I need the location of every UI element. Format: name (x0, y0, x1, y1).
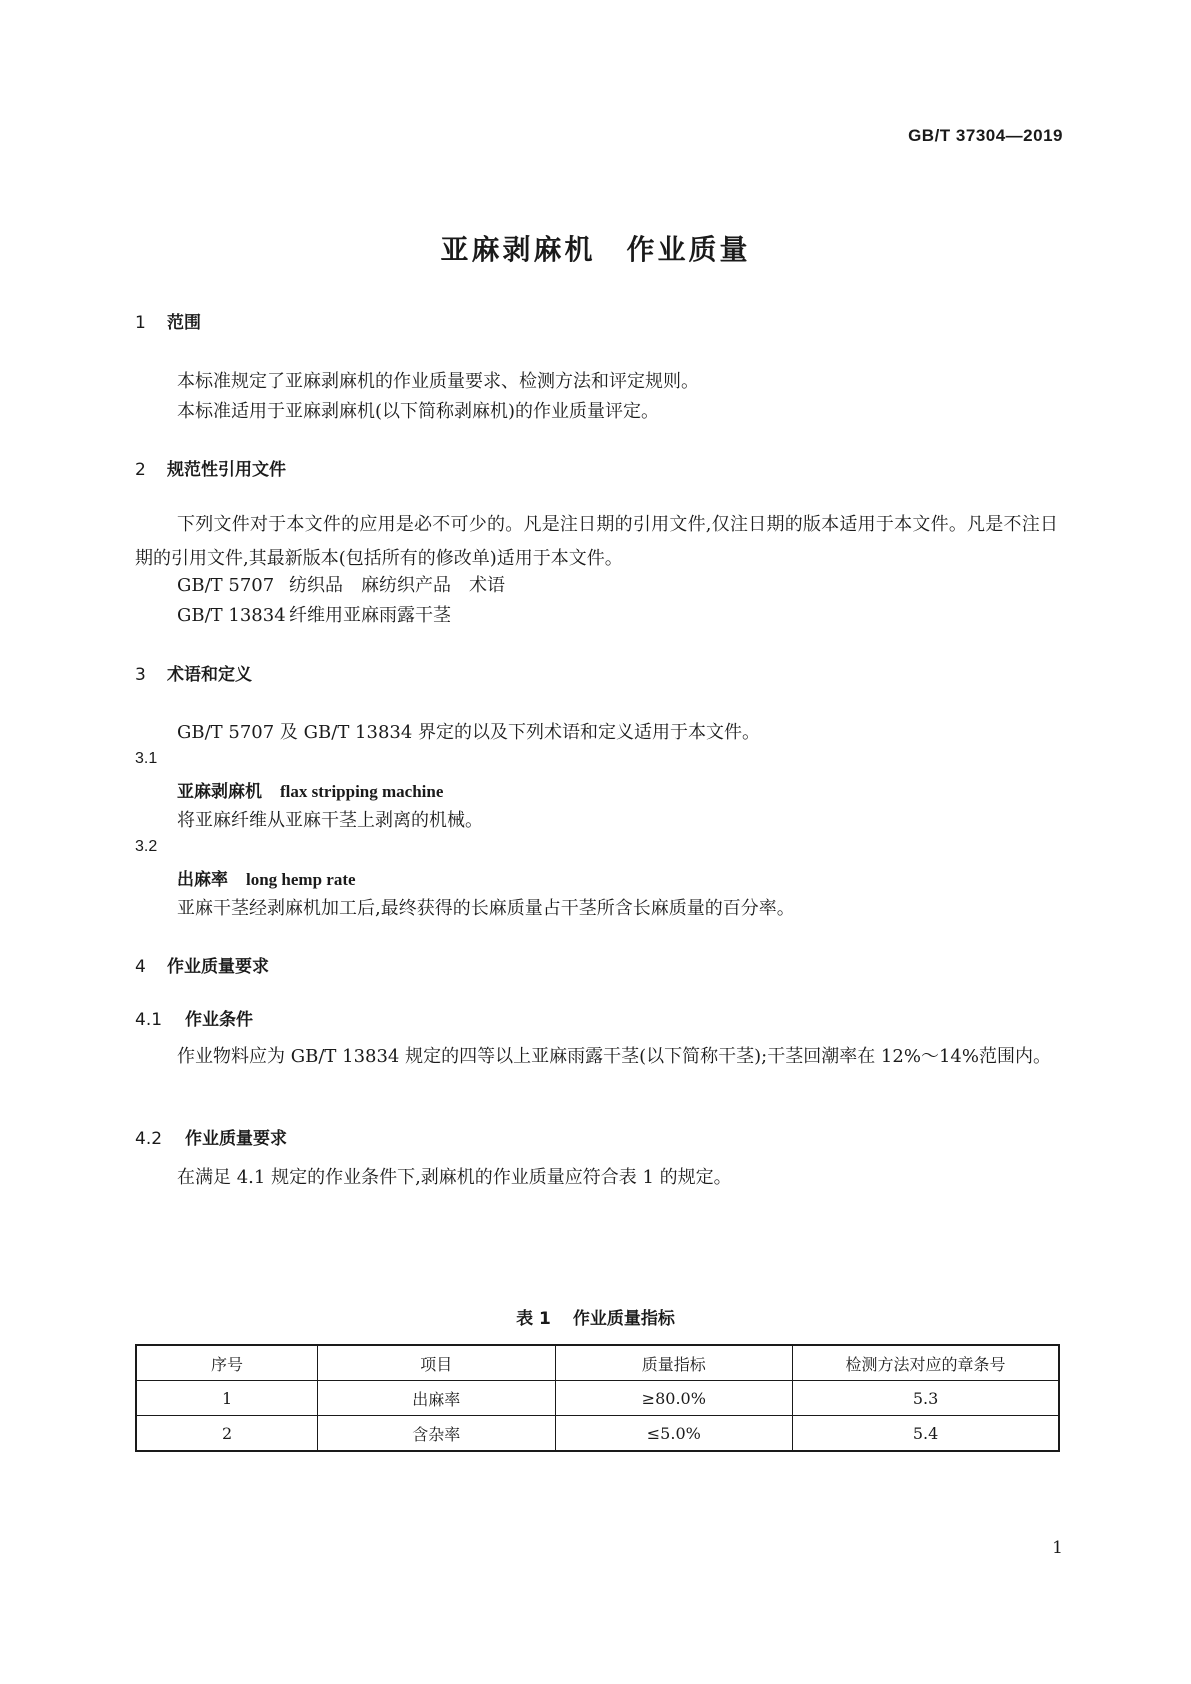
quality-indicator-table (135, 1344, 1060, 1452)
reference-code: GB/T 13834 (177, 605, 286, 626)
section-4-heading (135, 952, 269, 977)
subsection-4-2-heading (135, 1124, 287, 1149)
reference-title: 纺织品 麻纺织产品 术语 (289, 575, 505, 596)
term-en: long hemp rate (246, 870, 356, 889)
subsection-4-1-heading (135, 1005, 253, 1030)
page-number: 1 (1052, 1538, 1063, 1558)
document-title: 亚麻剥麻机 作业质量 (440, 233, 751, 266)
term-zh: 出麻率 (177, 870, 228, 890)
table-cell: 出麻率 (318, 1381, 555, 1416)
table-cell: 2 (136, 1416, 318, 1452)
table-cell: 含杂率 (318, 1416, 555, 1452)
column-header: 序号 (136, 1345, 318, 1381)
paragraph: 下列文件对于本文件的应用是必不可少的。凡是注日期的引用文件,仅注日期的版本适用于本文件。凡是不注日期的引用文件,其最新版本(包括所有的修改单)适用于本文件。 (135, 514, 1058, 569)
table-cell: 1 (136, 1381, 318, 1416)
term-entry (177, 865, 356, 890)
section-title: 术语和定义 (167, 665, 252, 685)
term-definition: 将亚麻纤维从亚麻干茎上剥离的机械。 (177, 810, 483, 831)
section-3-heading (135, 660, 252, 685)
section-number: 2 (135, 460, 146, 480)
section-number: 4 (135, 957, 146, 977)
section-title: 作业质量要求 (167, 957, 269, 977)
reference-item (177, 571, 505, 597)
paragraph: 作业物料应为 GB/T 13834 规定的四等以上亚麻雨露干茎(以下简称干茎);干茎回潮率在 12%～14%范围内。 (177, 1046, 1051, 1067)
paragraph: 本标准适用于亚麻剥麻机(以下简称剥麻机)的作业质量评定。 (177, 401, 660, 422)
section-title: 范围 (167, 313, 201, 333)
section-number: 4.1 (135, 1010, 163, 1030)
column-header: 质量指标 (555, 1345, 793, 1381)
term-zh: 亚麻剥麻机 (177, 782, 262, 802)
column-header: 检测方法对应的章条号 (793, 1345, 1059, 1381)
table-cell: ≥80.0% (555, 1381, 793, 1416)
paragraph: 本标准规定了亚麻剥麻机的作业质量要求、检测方法和评定规则。 (177, 371, 699, 392)
term-number: 3.1 (135, 750, 158, 767)
table-row (136, 1416, 1059, 1452)
table-row (136, 1381, 1059, 1416)
section-number: 1 (135, 313, 146, 333)
table-label: 表 1 (516, 1309, 551, 1329)
standard-code: GB/T 37304—2019 (908, 126, 1063, 145)
section-title: 规范性引用文件 (167, 460, 286, 480)
section-number: 4.2 (135, 1129, 163, 1149)
table-header-row (136, 1345, 1059, 1381)
section-number: 3 (135, 665, 146, 685)
table-cell: 5.4 (793, 1416, 1059, 1452)
column-header: 项目 (318, 1345, 555, 1381)
reference-code: GB/T 5707 (177, 575, 275, 596)
term-number: 3.2 (135, 838, 158, 855)
section-1-heading (135, 308, 201, 333)
section-title: 作业质量要求 (185, 1129, 287, 1149)
reference-item (177, 601, 451, 627)
table-title: 作业质量指标 (572, 1309, 675, 1329)
paragraph: GB/T 5707 及 GB/T 13834 界定的以及下列术语和定义适用于本文件。 (177, 722, 761, 743)
paragraph: 在满足 4.1 规定的作业条件下,剥麻机的作业质量应符合表 1 的规定。 (177, 1167, 732, 1188)
term-entry (177, 777, 443, 802)
section-2-heading (135, 455, 286, 480)
table-cell: ≤5.0% (555, 1416, 793, 1452)
reference-title: 纤维用亚麻雨露干茎 (289, 605, 451, 626)
table-caption (0, 1304, 1191, 1329)
term-en: flax stripping machine (280, 782, 444, 801)
section-title: 作业条件 (185, 1010, 253, 1030)
table-cell: 5.3 (793, 1381, 1059, 1416)
term-definition: 亚麻干茎经剥麻机加工后,最终获得的长麻质量占干茎所含长麻质量的百分率。 (177, 898, 795, 919)
